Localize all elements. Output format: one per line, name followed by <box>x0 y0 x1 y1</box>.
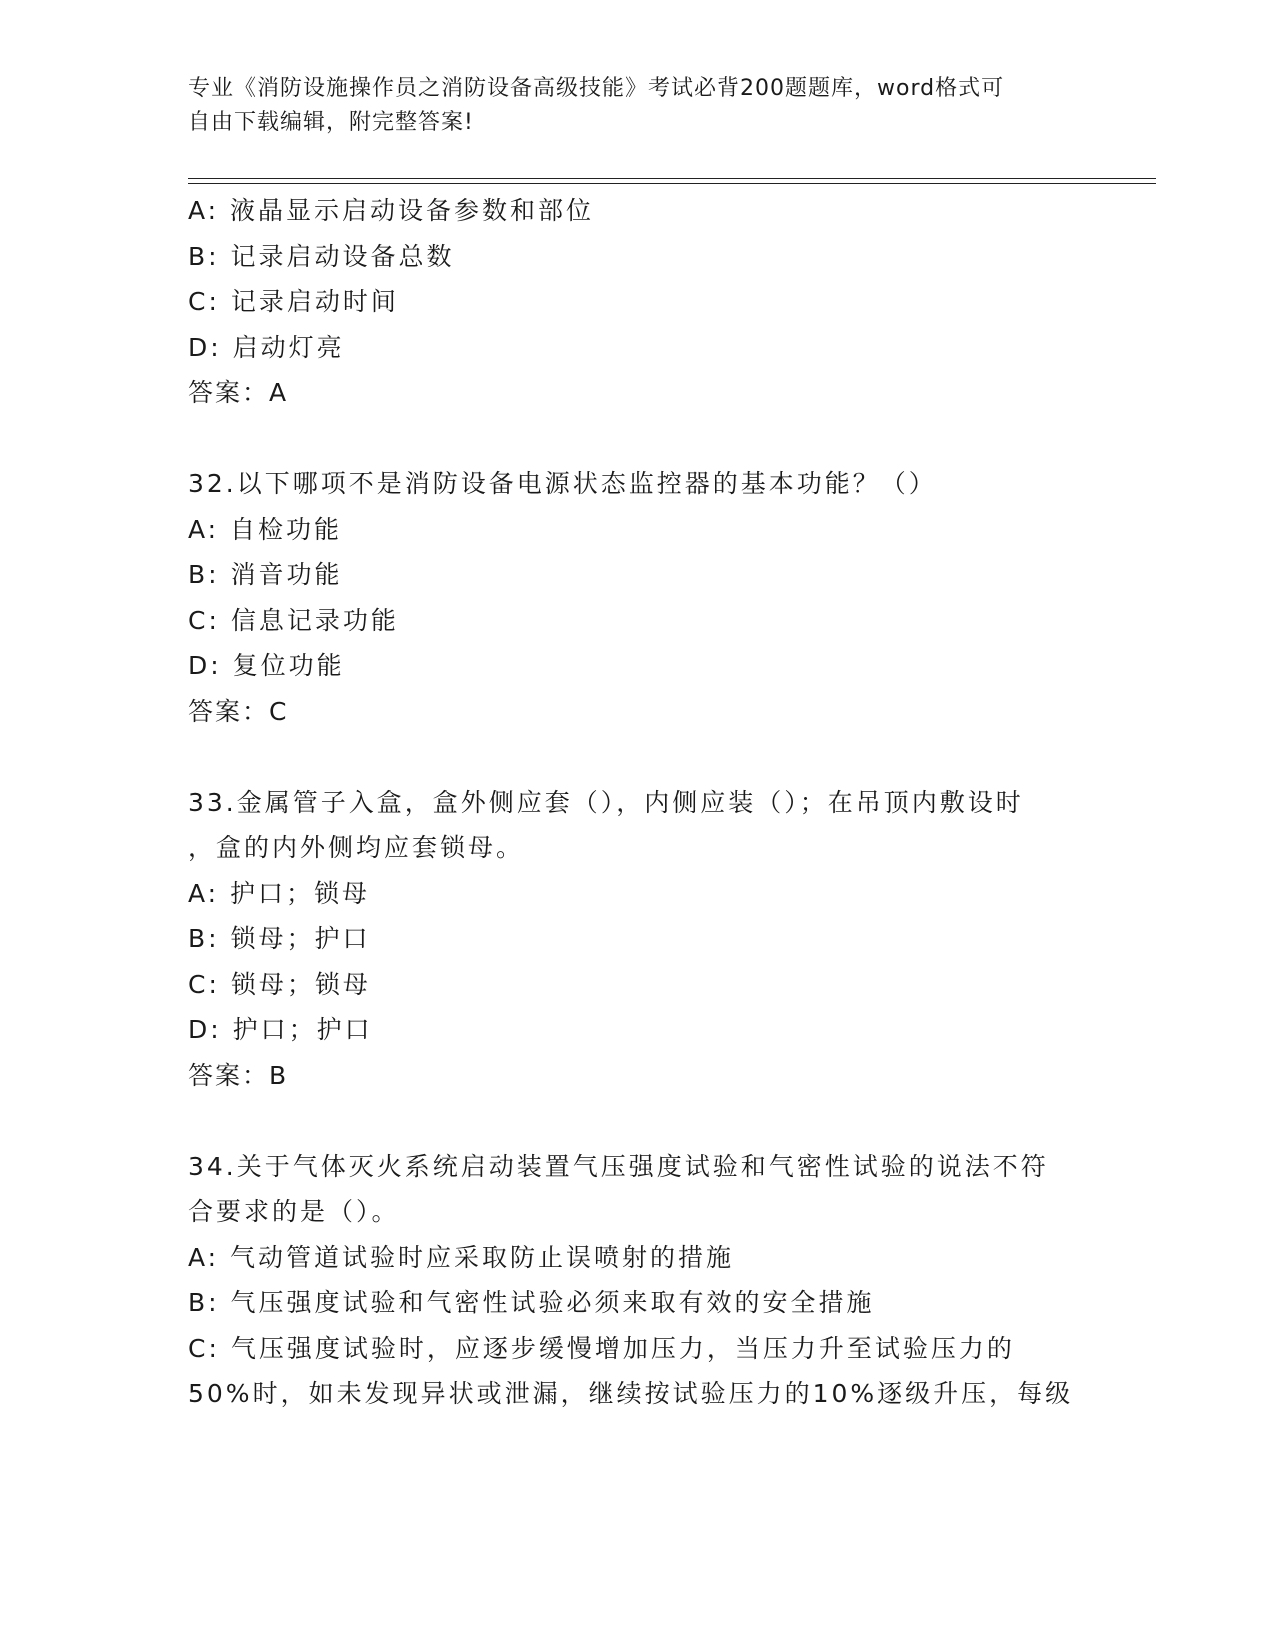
option-a: A: 液晶显示启动设备参数和部位 <box>188 196 595 225</box>
option-d: D: 护口；护口 <box>188 1015 373 1044</box>
answer: 答案：B <box>188 1060 289 1090</box>
question-list <box>188 188 1088 1417</box>
option-b: B: 消音功能 <box>188 560 343 589</box>
document-header <box>188 72 1088 140</box>
header-divider <box>188 178 1156 184</box>
option-c: C: 记录启动时间 <box>188 287 399 316</box>
option-a: A: 气动管道试验时应采取防止误喷射的措施 <box>188 1242 735 1272</box>
option-b: B: 记录启动设备总数 <box>188 241 455 271</box>
option-d: D: 启动灯亮 <box>188 332 345 362</box>
answer: 答案：A <box>188 378 289 407</box>
question-text: 32.以下哪项不是消防设备电源状态监控器的基本功能？（） <box>188 469 937 498</box>
option-c: C: 信息记录功能 <box>188 605 399 635</box>
option-b: B: 锁母；护口 <box>188 924 371 953</box>
question-34 <box>188 1144 1088 1417</box>
question-text-line-1: 33.金属管子入盒，盒外侧应套（），内侧应装（）；在吊顶内敷设时 <box>188 787 1024 817</box>
header-line-1: 专业《消防设施操作员之消防设备高级技能》考试必背200题题库，word格式可 <box>188 76 1005 101</box>
option-c-line-2: 50%时，如未发现异状或泄漏，继续按试验压力的10%逐级升压，每级 <box>188 1379 1074 1408</box>
option-c-line-1: C: 气压强度试验时，应逐步缓慢增加压力，当压力升至试验压力的 <box>188 1333 1015 1363</box>
spacer <box>188 734 1088 780</box>
option-a: A: 自检功能 <box>188 514 343 544</box>
option-c: C: 锁母；锁母 <box>188 969 371 999</box>
question-33 <box>188 780 1088 1099</box>
option-d: D: 复位功能 <box>188 651 345 680</box>
question-text-line-2: ，盒的内外侧均应套锁母。 <box>188 833 525 862</box>
answer: 答案：C <box>188 696 289 726</box>
question-32 <box>188 461 1088 734</box>
question-text-line-1: 34.关于气体灭火系统启动装置气压强度试验和气密性试验的说法不符 <box>188 1151 1049 1181</box>
option-b: B: 气压强度试验和气密性试验必须来取有效的安全措施 <box>188 1288 875 1317</box>
spacer <box>188 1098 1088 1144</box>
question-text-line-2: 合要求的是（）。 <box>188 1197 400 1226</box>
option-a: A: 护口；锁母 <box>188 878 371 908</box>
spacer <box>188 416 1088 462</box>
question-31 <box>188 188 1088 416</box>
header-line-2: 自由下载编辑，附完整答案! <box>188 110 474 135</box>
